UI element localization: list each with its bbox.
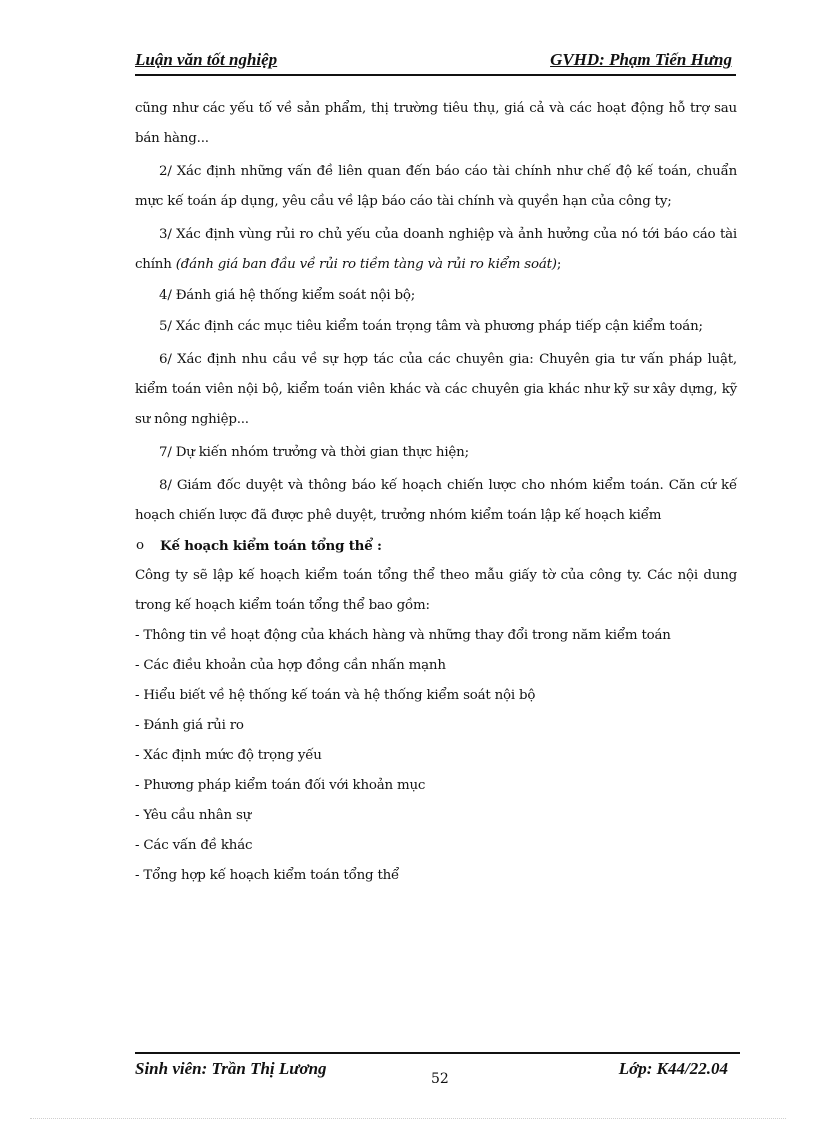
page-body	[135, 94, 737, 891]
list-item: - Xác định mức độ trọng yếu	[135, 748, 322, 763]
paragraph-item-3	[135, 220, 737, 280]
header-thesis-title: Luận văn tốt nghiệp	[135, 50, 278, 69]
page-header	[135, 50, 736, 76]
page-footer	[135, 1052, 740, 1087]
paragraph-item-7: 7/ Dự kiến nhóm trưởng và thời gian thực hiện;	[159, 445, 469, 460]
section-intro: Công ty sẽ lập kế hoạch kiểm toán tổng thể theo mẫu giấy tờ của công ty. Các nội dung trong kế hoạch kiểm toán tổng thể bao gồm:	[135, 568, 737, 613]
paragraph-item-4: 4/ Đánh giá hệ thống kiểm soát nội bộ;	[159, 288, 416, 303]
footer-class-code: Lớp: K44/22.04	[618, 1059, 728, 1078]
paragraph-item-3-end: ;	[556, 257, 562, 272]
paragraph-item-3-italic: (đánh giá ban đầu về rủi ro tiềm tàng và rủi ro kiểm soát)	[175, 257, 557, 272]
bullet-circle-icon: o	[136, 538, 144, 553]
paragraph-item-3-text: 3/ Xác định vùng rủi ro chủ yếu của doanh nghiệp và ảnh hưởng của nó tới báo cáo tài chính	[135, 227, 737, 272]
section-item-list	[135, 621, 737, 891]
section-heading	[135, 531, 737, 561]
list-item: - Hiểu biết về hệ thống kế toán và hệ thống kiểm soát nội bộ	[135, 688, 536, 703]
page-bottom-divider	[30, 1118, 786, 1119]
list-item: - Các điều khoản của hợp đồng cần nhấn mạnh	[135, 658, 446, 673]
paragraph-continuation: cũng như các yếu tố về sản phẩm, thị trường tiêu thụ, giá cả và các hoạt động hỗ trợ sau bán hàng...	[135, 101, 737, 146]
list-item: - Yêu cầu nhân sự	[135, 808, 252, 823]
paragraph-item-2: 2/ Xác định những vấn đề liên quan đến báo cáo tài chính như chế độ kế toán, chuẩn mực kế toán áp dụng, yêu cầu về lập báo cáo tài chính và quyền hạn của công ty;	[135, 164, 737, 209]
page-number: 52	[431, 1071, 449, 1087]
footer-student-name: Sinh viên: Trần Thị Lương	[135, 1059, 327, 1078]
list-item: - Phương pháp kiểm toán đối với khoản mục	[135, 778, 426, 793]
paragraph-item-6: 6/ Xác định nhu cầu về sự hợp tác của các chuyên gia: Chuyên gia tư vấn pháp luật, kiểm toán viên nội bộ, kiểm toán viên khác và các chuyên gia khác như kỹ sư xây dựng, kỹ sư nông nghiệp...	[135, 352, 737, 427]
paragraph-item-8: 8/ Giám đốc duyệt và thông báo kế hoạch chiến lược cho nhóm kiểm toán. Căn cứ kế hoạch chiến lược đã được phê duyệt, trưởng nhóm kiểm toán lập kế hoạch kiểm	[135, 478, 737, 523]
list-item: - Thông tin về hoạt động của khách hàng và những thay đổi trong năm kiểm toán	[135, 628, 671, 643]
list-item: - Tổng hợp kế hoạch kiểm toán tổng thể	[135, 868, 400, 883]
header-advisor: GVHD: Phạm Tiến Hưng	[550, 50, 732, 69]
section-heading-text: Kế hoạch kiểm toán tổng thể :	[160, 538, 382, 554]
list-item: - Đánh giá rủi ro	[135, 718, 244, 733]
paragraph-item-5: 5/ Xác định các mục tiêu kiểm toán trọng tâm và phương pháp tiếp cận kiểm toán;	[159, 319, 703, 334]
list-item: - Các vấn đề khác	[135, 838, 253, 853]
